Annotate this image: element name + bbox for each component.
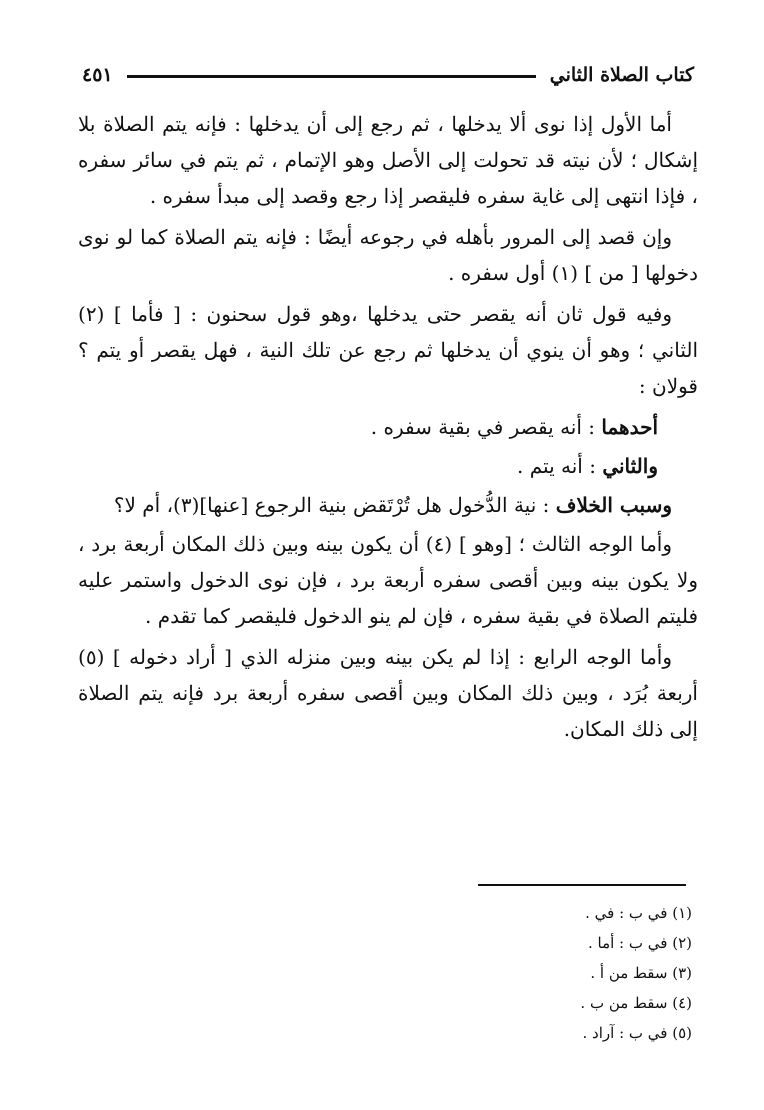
paragraph-4: وأما الوجه الثالث ؛ [وهو ] (٤) أن يكون بينه وبين ذلك المكان أربعة برد ، ولا يكون بينه وبين أقصى سفره أربعة برد ، فإن نوى الدخول واستمر عليه فليتم الصلاة في بقية سفره ، فإن لم ينو الدخول فليقصر كما تقدم . [78, 532, 698, 628]
opinion-first-text: : أنه يقصر في بقية سفره . [370, 415, 602, 439]
opinion-second-label: والثاني [602, 454, 658, 478]
paragraph-5: وأما الوجه الرابع : إذا لم يكن بينه وبين منزله الذي [ أراد دخوله ] (٥) أربعة بُرَد ، وبين ذلك المكان وبين أقصى سفره أربعة برد فإنه يتم الصلاة إلى ذلك المكان. [78, 645, 698, 741]
paragraph-1: أما الأول إذا نوى ألا يدخلها ، ثم رجع إلى أن يدخلها : فإنه يتم الصلاة بلا إشكال ؛ لأن نيته قد تحولت إلى الأصل وهو الإتمام ، ثم يتم في سائر سفره ، فإذا انتهى إلى غاية سفره فليقصر إذا رجع وقصد إلى مبدأ سفره . [78, 112, 698, 208]
opinion-second [78, 448, 698, 484]
page-number: ٤٥١ [82, 64, 113, 86]
footnotes [350, 898, 692, 1048]
header-rule [127, 75, 536, 78]
reason-text: : نية الدُّخول هل تُرْتَقض بنية الرجوع [عنها](٣)، أم لا؟ [113, 493, 556, 517]
footnote-2: (٢) في ب : أما . [587, 934, 692, 952]
footnote-separator [478, 884, 686, 886]
page-header [82, 58, 694, 92]
reason-of-dispute [78, 487, 698, 523]
footnote-4: (٤) سقط من ب . [580, 994, 692, 1012]
opinion-first [78, 409, 698, 445]
main-text [78, 106, 698, 752]
reason-label: وسبب الخلاف [555, 493, 672, 517]
footnote-5: (٥) في ب : آراد . [582, 1024, 692, 1042]
running-title: كتاب الصلاة الثاني [549, 64, 694, 86]
opinion-first-label: أحدهما [601, 415, 658, 439]
paragraph-3: وفيه قول ثان أنه يقصر حتى يدخلها ،وهو قول سحنون : [ فأما ] (٢) الثاني ؛ وهو أن ينوي أن يدخلها ثم رجع عن تلك النية ، فهل يقصر أو يتم ؟ قولان : [78, 302, 698, 398]
footnote-3: (٣) سقط من أ . [590, 964, 692, 982]
paragraph-2: وإن قصد إلى المرور بأهله في رجوعه أيضًا : فإنه يتم الصلاة كما لو نوى دخولها [ من ] (١) أول سفره . [78, 225, 698, 285]
footnote-1: (١) في ب : في . [585, 904, 692, 922]
opinion-second-text: : أنه يتم . [517, 454, 603, 478]
